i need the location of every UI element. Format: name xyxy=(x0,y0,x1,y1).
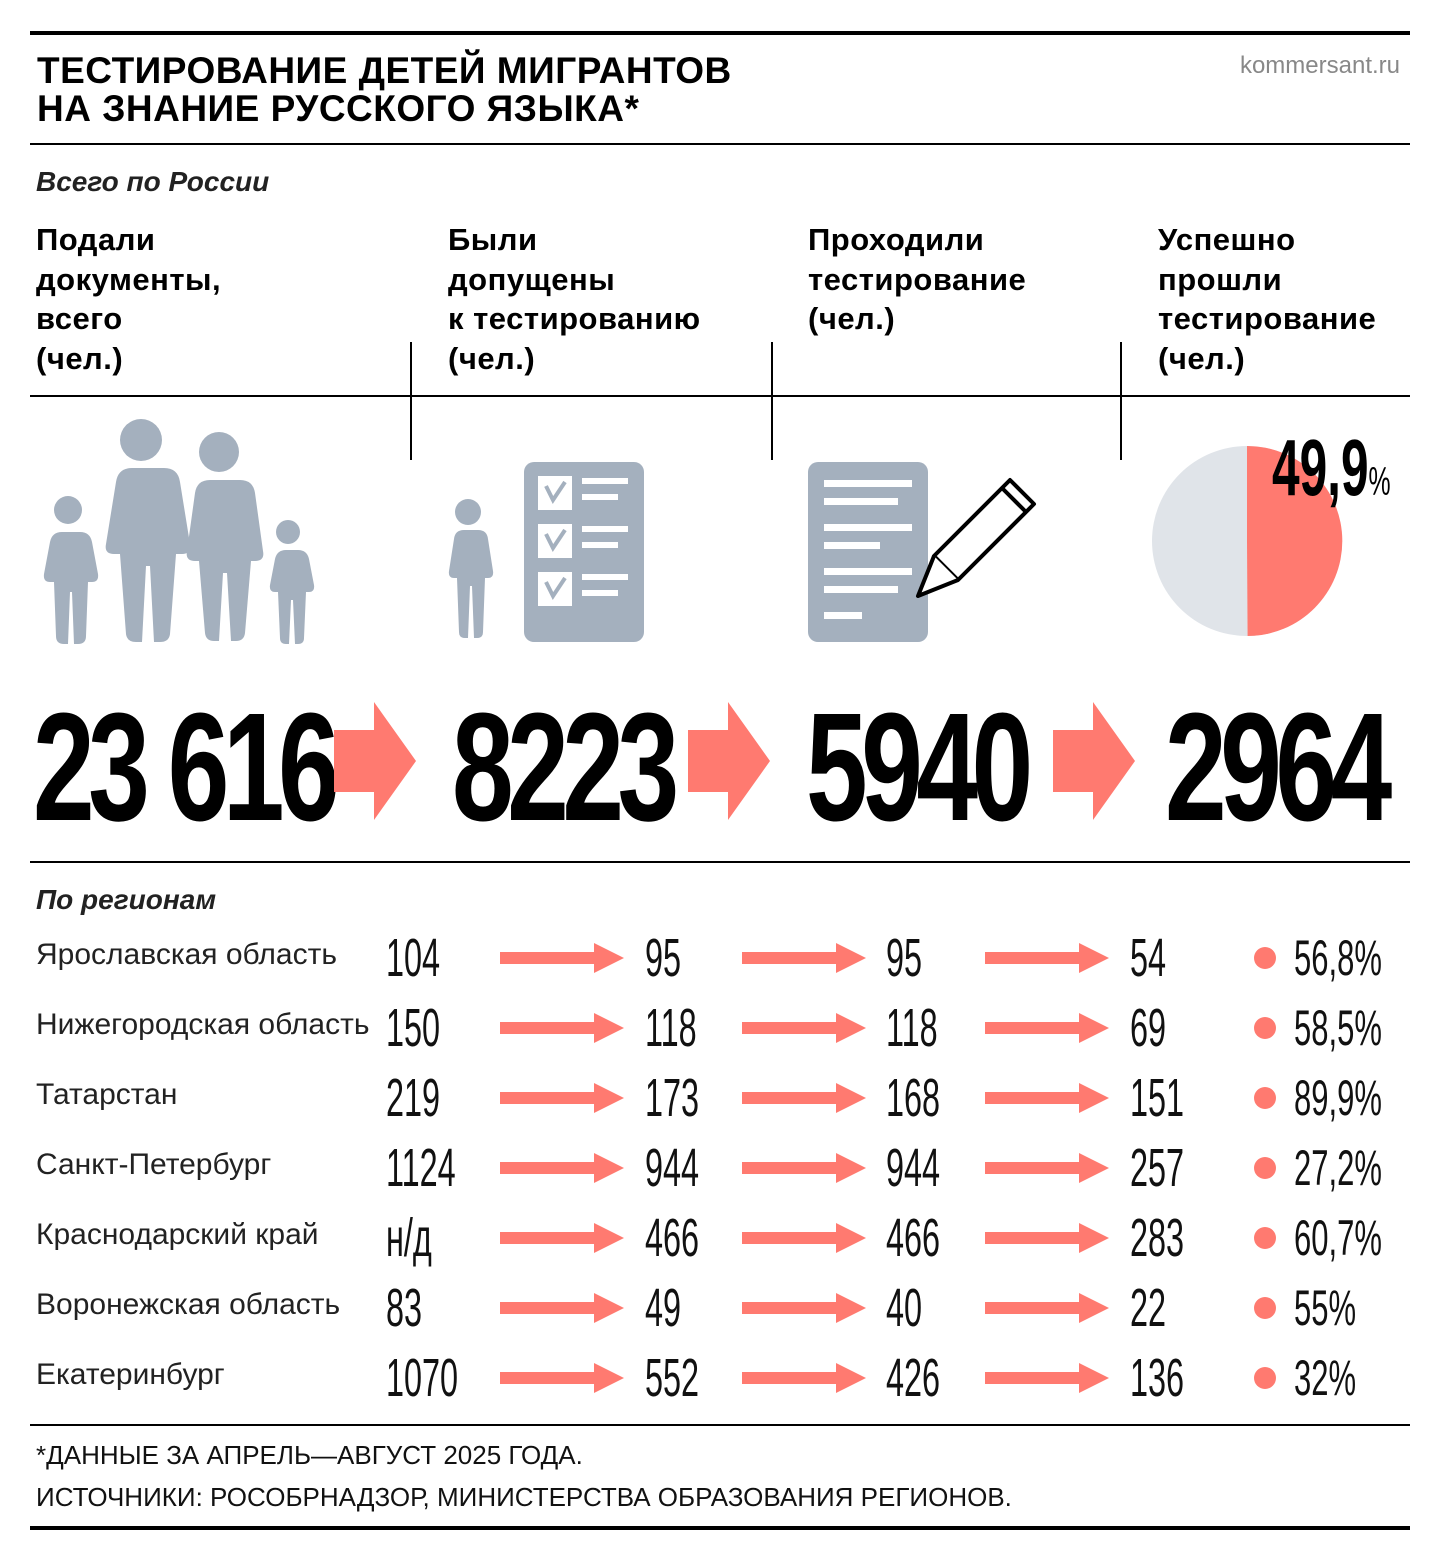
region-passed-value: 283 xyxy=(1130,1208,1185,1268)
header-rule xyxy=(30,143,1410,145)
family-icon xyxy=(38,418,318,646)
col-header-submitted: Подали документы, всего (чел.) xyxy=(36,222,222,376)
checklist-icon xyxy=(446,460,646,646)
row-arrow-1 xyxy=(500,1153,624,1183)
region-pass-share: 55% xyxy=(1294,1280,1357,1336)
col-header-admitted: Были допущены к тестированию (чел.) xyxy=(448,222,701,376)
title-line-1: ТЕСТИРОВАНИЕ ДЕТЕЙ МИГРАНТОВ xyxy=(37,50,732,91)
row-arrow-2 xyxy=(742,943,866,973)
total-passed-value: 2964 xyxy=(1165,681,1386,853)
col-separator-2 xyxy=(771,342,773,460)
region-submitted-value: 1124 xyxy=(386,1138,456,1198)
footer-rule xyxy=(30,1424,1410,1426)
region-admitted-value: 173 xyxy=(645,1068,700,1128)
row-arrow-1 xyxy=(500,943,624,973)
pass-share-percent xyxy=(1272,418,1391,532)
region-pass-share: 56,8% xyxy=(1294,930,1382,986)
total-submitted-value: 23 616 xyxy=(33,681,334,853)
big-arrow-3 xyxy=(1053,702,1135,820)
row-arrow-2 xyxy=(742,1083,866,1113)
share-dot xyxy=(1254,1227,1276,1249)
region-tested-value: 40 xyxy=(886,1278,923,1338)
region-admitted-value: 944 xyxy=(645,1138,700,1198)
row-arrow-3 xyxy=(985,1013,1109,1043)
total-tested-value: 5940 xyxy=(806,681,1027,853)
share-dot xyxy=(1254,1297,1276,1319)
region-passed-value: 151 xyxy=(1130,1068,1185,1128)
region-admitted-value: 49 xyxy=(645,1278,682,1338)
row-arrow-1 xyxy=(500,1363,624,1393)
region-pass-share: 60,7% xyxy=(1294,1210,1382,1266)
row-arrow-3 xyxy=(985,1223,1109,1253)
title-line-2: НА ЗНАНИЕ РУССКОГО ЯЗЫКА* xyxy=(37,88,640,129)
region-admitted-value: 118 xyxy=(645,998,697,1058)
col-header-tested: Проходили тестирование (чел.) xyxy=(808,222,1027,336)
region-name: Санкт-Петербург xyxy=(36,1148,272,1181)
page-title xyxy=(37,52,732,128)
region-admitted-value: 466 xyxy=(645,1208,700,1268)
region-tested-value: 168 xyxy=(886,1068,941,1128)
share-dot xyxy=(1254,1087,1276,1109)
region-admitted-value: 552 xyxy=(645,1348,700,1408)
region-pass-share: 58,5% xyxy=(1294,1000,1382,1056)
row-arrow-2 xyxy=(742,1153,866,1183)
share-dot xyxy=(1254,1157,1276,1179)
row-arrow-1 xyxy=(500,1083,624,1113)
row-arrow-3 xyxy=(985,1083,1109,1113)
region-passed-value: 257 xyxy=(1130,1138,1185,1198)
col-separator-1 xyxy=(410,342,412,460)
source-site: kommersant.ru xyxy=(1239,52,1400,79)
share-dot xyxy=(1254,947,1276,969)
region-admitted-value: 95 xyxy=(645,928,682,988)
region-submitted-value: н/д xyxy=(386,1208,432,1268)
row-arrow-3 xyxy=(985,943,1109,973)
region-passed-value: 69 xyxy=(1130,998,1167,1058)
total-subtitle: Всего по России xyxy=(36,166,270,197)
row-arrow-2 xyxy=(742,1013,866,1043)
region-passed-value: 22 xyxy=(1130,1278,1167,1338)
row-arrow-3 xyxy=(985,1293,1109,1323)
regions-rule xyxy=(30,861,1410,863)
footnote: *ДАННЫЕ ЗА АПРЕЛЬ—АВГУСТ 2025 ГОДА. xyxy=(36,1440,583,1470)
top-rule xyxy=(30,31,1410,35)
col-header-passed: Успешно прошли тестирование (чел.) xyxy=(1158,222,1377,376)
bottom-rule xyxy=(30,1526,1410,1530)
big-arrow-2 xyxy=(688,702,770,820)
row-arrow-3 xyxy=(985,1153,1109,1183)
col-separator-3 xyxy=(1120,342,1122,460)
region-name: Екатеринбург xyxy=(36,1358,225,1391)
region-name: Краснодарский край xyxy=(36,1218,319,1251)
columns-rule xyxy=(30,395,1410,397)
test-paper-pencil-icon xyxy=(806,460,1046,646)
region-name: Воронежская область xyxy=(36,1288,341,1321)
region-tested-value: 95 xyxy=(886,928,923,988)
region-name: Татарстан xyxy=(36,1078,178,1111)
row-arrow-3 xyxy=(985,1363,1109,1393)
big-arrow-1 xyxy=(334,702,416,820)
sources: ИСТОЧНИКИ: РОСОБРНАДЗОР, МИНИСТЕРСТВА ОБРАЗОВАНИЯ РЕГИОНОВ. xyxy=(36,1482,1012,1512)
row-arrow-1 xyxy=(500,1223,624,1253)
region-tested-value: 466 xyxy=(886,1208,941,1268)
pass-share-unit: % xyxy=(1368,460,1391,504)
row-arrow-1 xyxy=(500,1013,624,1043)
row-arrow-2 xyxy=(742,1293,866,1323)
region-submitted-value: 219 xyxy=(386,1068,441,1128)
row-arrow-1 xyxy=(500,1293,624,1323)
total-admitted-value: 8223 xyxy=(452,681,673,853)
region-passed-value: 54 xyxy=(1130,928,1167,988)
region-pass-share: 32% xyxy=(1294,1350,1357,1406)
region-tested-value: 944 xyxy=(886,1138,941,1198)
row-arrow-2 xyxy=(742,1223,866,1253)
region-tested-value: 426 xyxy=(886,1348,941,1408)
region-pass-share: 27,2% xyxy=(1294,1140,1382,1196)
region-passed-value: 136 xyxy=(1130,1348,1185,1408)
row-arrow-2 xyxy=(742,1363,866,1393)
region-submitted-value: 1070 xyxy=(386,1348,459,1408)
region-name: Ярославская область xyxy=(36,938,337,971)
region-pass-share: 89,9% xyxy=(1294,1070,1382,1126)
region-name: Нижегородская область xyxy=(36,1008,370,1041)
share-dot xyxy=(1254,1367,1276,1389)
regions-subtitle: По регионам xyxy=(36,884,217,915)
region-tested-value: 118 xyxy=(886,998,938,1058)
region-submitted-value: 83 xyxy=(386,1278,423,1338)
region-submitted-value: 104 xyxy=(386,928,441,988)
pass-share-value: 49,9 xyxy=(1272,423,1369,512)
region-submitted-value: 150 xyxy=(386,998,441,1058)
share-dot xyxy=(1254,1017,1276,1039)
